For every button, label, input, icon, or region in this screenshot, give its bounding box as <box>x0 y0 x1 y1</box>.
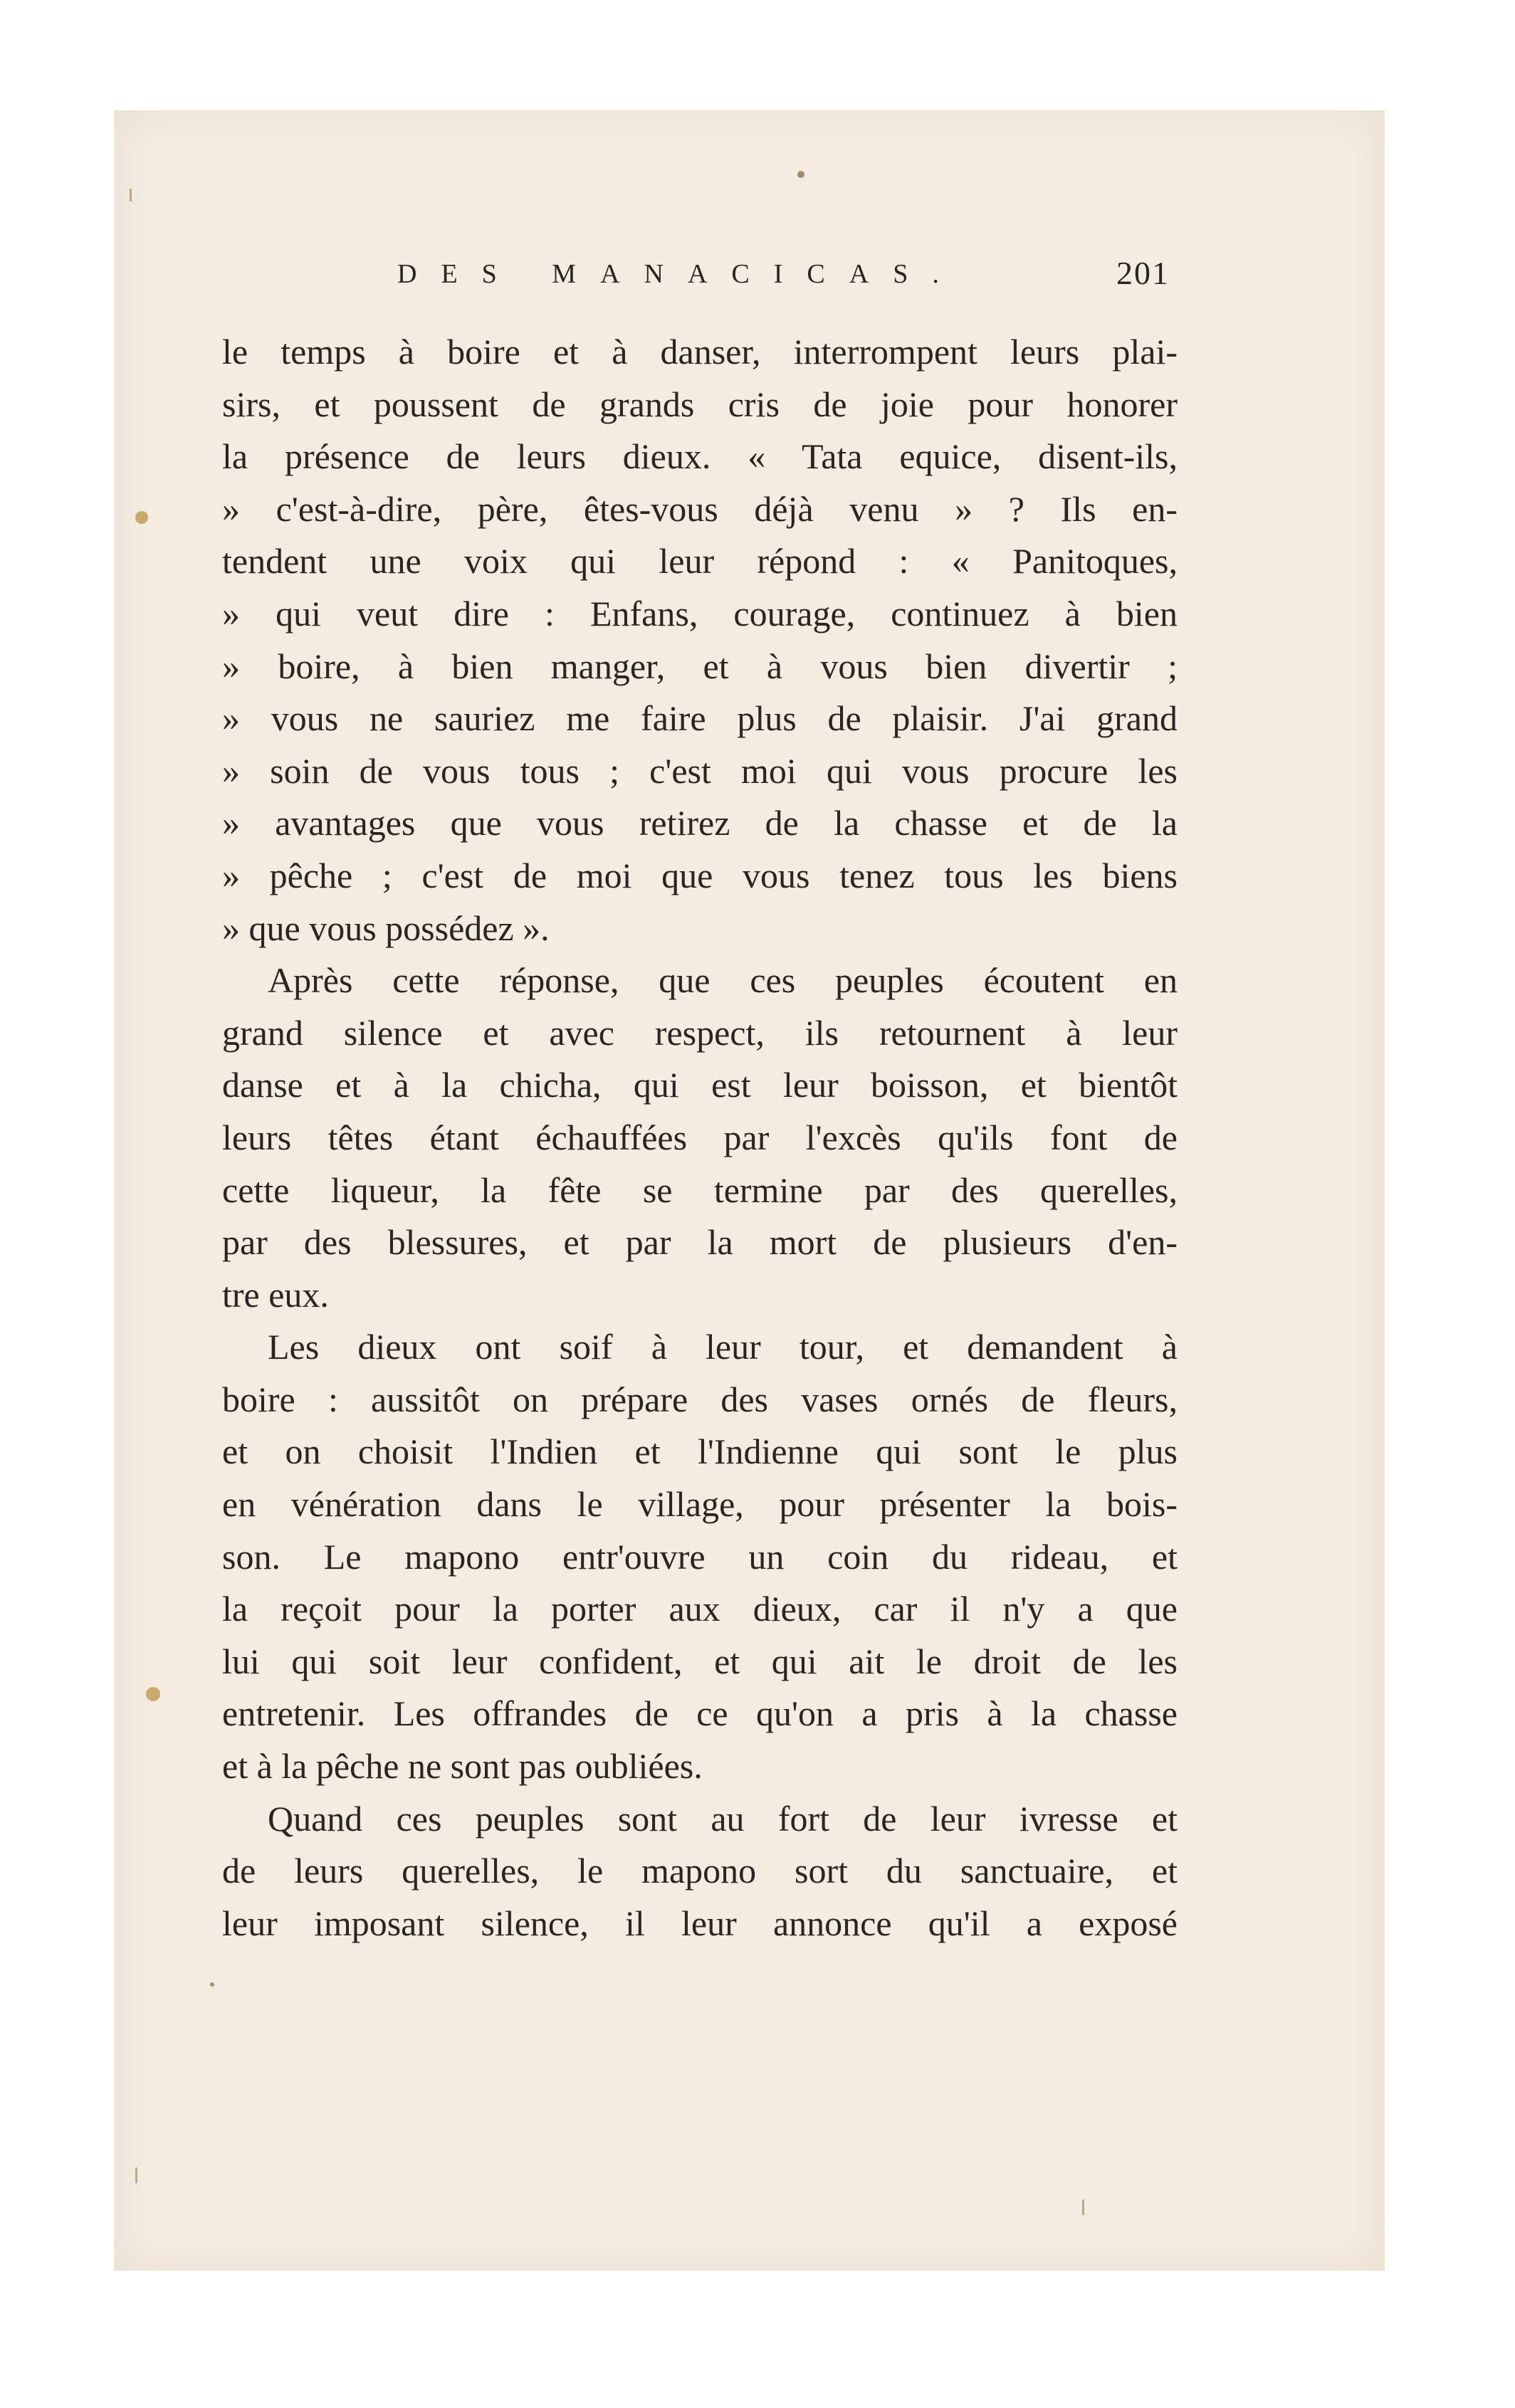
text-line: tre eux. <box>222 1274 329 1315</box>
margin-speck <box>135 511 148 524</box>
running-head <box>397 255 1170 301</box>
margin-speck <box>210 1982 214 1987</box>
text-line: » boire, à bien manger, et à vous bien divertir ; <box>222 646 1178 686</box>
text-line: boire : aussitôt on prépare des vases ornés de fleurs, <box>222 1379 1178 1419</box>
text-line: tendent une voix qui leur répond : « Panitoques, <box>222 541 1178 582</box>
text-line: danse et à la chicha, qui est leur boisson, et bientôt <box>222 1065 1178 1105</box>
text-line: et on choisit l'Indien et l'Indienne qui sont le plus <box>222 1431 1178 1472</box>
text-line: le temps à boire et à danser, interrompent leurs plai- <box>222 332 1178 372</box>
margin-mark <box>1082 2199 1084 2215</box>
text-line: grand silence et avec respect, ils retournent à leur <box>222 1012 1178 1053</box>
running-title: DES MANACICAS. <box>397 259 963 289</box>
text-line: » avantages que vous retirez de la chasse et de la <box>222 803 1178 843</box>
text-line: sirs, et poussent de grands cris de joie pour honorer <box>222 384 1178 424</box>
text-line: entretenir. Les offrandes de ce qu'on a pris à la chasse <box>222 1693 1178 1734</box>
body-text <box>222 326 1178 1950</box>
text-line: leurs têtes étant échauffées par l'excès qu'ils font de <box>222 1117 1178 1157</box>
text-line: la reçoit pour la porter aux dieux, car il n'y a que <box>222 1589 1178 1629</box>
margin-speck <box>146 1687 160 1701</box>
text-line: » soin de vous tous ; c'est moi qui vous procure les <box>222 750 1178 791</box>
margin-mark <box>130 189 132 201</box>
page-number: 201 <box>1116 255 1170 291</box>
margin-mark <box>135 2167 137 2183</box>
text-line: cette liqueur, la fête se termine par des querelles, <box>222 1169 1178 1210</box>
text-line: de leurs querelles, le mapono sort du sanctuaire, et <box>222 1851 1178 1891</box>
text-line: en vénération dans le village, pour présenter la bois- <box>222 1484 1178 1525</box>
text-line: lui qui soit leur confident, et qui ait le droit de les <box>222 1641 1178 1681</box>
text-line: et à la pêche ne sont pas oubliées. <box>222 1746 703 1787</box>
text-line: par des blessures, et par la mort de plusieurs d'en- <box>222 1222 1178 1263</box>
text-line: la présence de leurs dieux. « Tata equice, disent-ils, <box>222 436 1178 477</box>
text-line: » qui veut dire : Enfans, courage, continuez à bien <box>222 593 1178 633</box>
text-line: » vous ne sauriez me faire plus de plaisir. J'ai grand <box>222 698 1178 739</box>
text-line: » c'est-à-dire, père, êtes-vous déjà venu » ? Ils en- <box>222 488 1178 529</box>
margin-speck <box>797 171 804 178</box>
text-line: Après cette réponse, que ces peuples écoutent en <box>268 960 1178 1001</box>
text-line: leur imposant silence, il leur annonce qu'il a exposé <box>222 1903 1178 1943</box>
text-line: » que vous possédez ». <box>222 908 550 948</box>
text-line: Les dieux ont soif à leur tour, et demandent à <box>268 1327 1178 1367</box>
text-line: son. Le mapono entr'ouvre un coin du rideau, et <box>222 1536 1178 1577</box>
text-line: » pêche ; c'est de moi que vous tenez tous les biens <box>222 855 1178 895</box>
text-line: Quand ces peuples sont au fort de leur ivresse et <box>268 1798 1178 1839</box>
